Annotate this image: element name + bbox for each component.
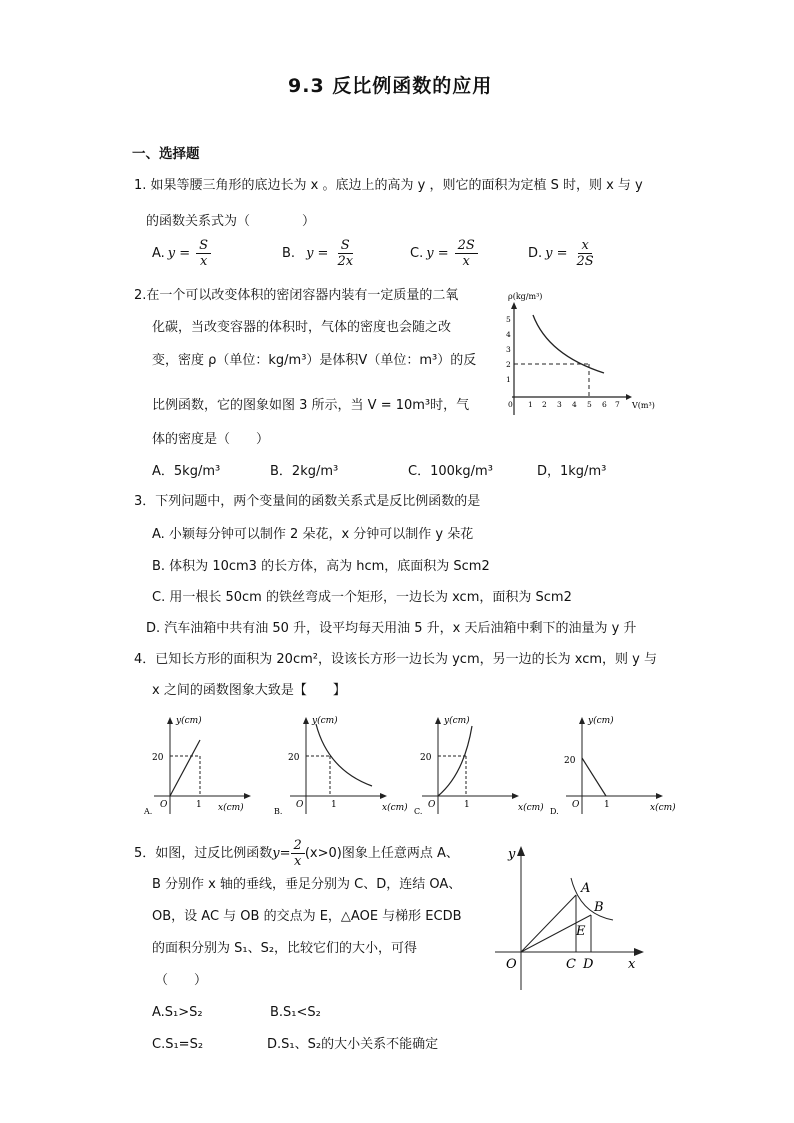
q5-line-5: （ ） — [155, 973, 208, 988]
svg-text:20: 20 — [420, 753, 432, 763]
svg-text:20: 20 — [288, 753, 300, 763]
q5-line-3: OB，设 AC 与 OB 的交点为 E，△AOE 与梯形 ECDB — [152, 909, 462, 924]
svg-text:2: 2 — [542, 400, 547, 409]
q1-stem-line1: 1. 如果等腰三角形的底边长为 x 。底边上的高为 y ，则它的面积为定植 S 时，则 x 与 y — [134, 178, 643, 193]
q2-density-graph — [500, 285, 680, 415]
svg-text:1: 1 — [506, 375, 511, 384]
svg-text:4: 4 — [572, 400, 577, 409]
q2-option-c[interactable]: C．100kg/m³ — [408, 464, 493, 479]
svg-text:C.: C. — [414, 807, 423, 816]
svg-text:2: 2 — [506, 360, 511, 369]
q1-option-a[interactable] — [152, 238, 211, 269]
section-heading: 一、选择题 — [132, 146, 200, 162]
svg-text:1: 1 — [464, 800, 470, 810]
q4-graph-b — [274, 715, 408, 816]
q2-line-4: 比例函数，它的图象如图 3 所示，当 V = 10m³时，气 — [152, 398, 470, 413]
svg-text:O: O — [296, 800, 304, 810]
svg-text:1: 1 — [331, 800, 337, 810]
option-label: D. — [528, 246, 543, 261]
svg-text:x: x — [628, 957, 636, 972]
svg-text:20: 20 — [152, 753, 164, 763]
svg-text:5: 5 — [587, 400, 592, 409]
svg-text:O: O — [572, 800, 580, 810]
option-lhs: y = — [306, 246, 329, 261]
svg-text:1: 1 — [604, 800, 610, 810]
q4-stem-line2: x 之间的函数图象大致是【 】 — [152, 683, 346, 698]
x-axis-label: V(m³) — [632, 401, 655, 410]
svg-text:B: B — [594, 900, 604, 915]
fraction: $\frac{S}{2x}$ — [337, 238, 354, 269]
q3-option-c[interactable]: C. 用一根长 50cm 的铁丝弯成一个矩形，一边长为 xcm，面积为 Scm2 — [152, 590, 572, 605]
svg-text:x(cm): x(cm) — [518, 803, 544, 813]
q5-line-4: 的面积分别为 S₁、S₂，比较它们的大小，可得 — [152, 941, 418, 956]
svg-text:E: E — [576, 924, 586, 939]
svg-text:6: 6 — [602, 400, 607, 409]
page-title: 9.3 反比例函数的应用 — [288, 75, 493, 97]
fraction: $\frac{2S}{x}$ — [455, 238, 478, 269]
svg-text:4: 4 — [506, 330, 511, 339]
q1-stem-line2: 的函数关系式为（ ） — [146, 214, 316, 229]
svg-text:y: y — [508, 847, 516, 862]
q2-line-3: 变，密度 ρ（单位：kg/m³）是体积V（单位：m³）的反 — [152, 353, 477, 368]
svg-text:1: 1 — [196, 800, 202, 810]
svg-text:20: 20 — [564, 756, 576, 766]
svg-text:y(cm): y(cm) — [444, 716, 470, 726]
svg-text:A.: A. — [144, 807, 153, 816]
svg-text:D: D — [583, 957, 594, 972]
option-label: C. — [410, 246, 424, 261]
option-lhs: y = — [545, 246, 568, 261]
q5-stem-line1: 5．如图，过反比例函数 y= $\frac{2}{x}$ (x>0)图象上任意两点 A、 — [134, 838, 459, 869]
svg-text:D.: D. — [550, 807, 559, 816]
q4-graph-a — [143, 715, 251, 816]
svg-text:1: 1 — [528, 400, 533, 409]
svg-text:C: C — [566, 957, 576, 972]
svg-text:x(cm): x(cm) — [650, 803, 676, 813]
fraction: $\frac{x}{2S}$ — [576, 238, 594, 269]
svg-text:A: A — [581, 881, 591, 896]
q5-geometry-figure — [480, 840, 660, 990]
svg-text:O: O — [428, 800, 436, 810]
q3-option-a[interactable]: A. 小颖每分钟可以制作 2 朵花，x 分钟可以制作 y 朵花 — [152, 527, 474, 542]
q5-option-b[interactable]: B.S₁<S₂ — [270, 1005, 321, 1020]
svg-text:y(cm): y(cm) — [176, 716, 202, 726]
q5-line-2: B 分别作 x 轴的垂线，垂足分别为 C、D，连结 OA、 — [152, 877, 462, 892]
svg-text:O: O — [160, 800, 168, 810]
q3-option-b[interactable]: B. 体积为 10cm3 的长方体，高为 hcm，底面积为 Scm2 — [152, 559, 490, 574]
q2-line-5: 体的密度是（ ） — [152, 432, 270, 447]
q4-graph-d — [550, 715, 676, 816]
q3-option-d[interactable]: D. 汽车油箱中共有油 50 升，设平均每天用油 5 升，x 天后油箱中剩下的油量为 y 升 — [146, 621, 637, 636]
option-label: A. — [152, 246, 165, 261]
q1-option-d[interactable] — [528, 238, 597, 269]
q2-option-b[interactable]: B．2kg/m³ — [270, 464, 339, 479]
option-lhs: y = — [426, 246, 449, 261]
fraction: $\frac{S}{x}$ — [196, 238, 211, 269]
q2-option-a[interactable]: A．5kg/m³ — [152, 464, 221, 479]
q2-line-1: 2.在一个可以改变体积的密闭容器内装有一定质量的二氧 — [134, 288, 459, 303]
svg-text:0: 0 — [508, 400, 513, 409]
svg-text:O: O — [506, 957, 517, 972]
svg-text:B.: B. — [274, 807, 283, 816]
q1-option-c[interactable] — [410, 238, 478, 269]
q5-option-d[interactable]: D.S₁、S₂的大小关系不能确定 — [267, 1037, 439, 1052]
y-axis-label: ρ(kg/m³) — [508, 292, 543, 301]
svg-text:3: 3 — [557, 400, 562, 409]
fraction: $\frac{2}{x}$ — [291, 838, 305, 869]
q5-option-a[interactable]: A.S₁>S₂ — [152, 1005, 203, 1020]
q3-stem: 3．下列问题中，两个变量间的函数关系式是反比例函数的是 — [134, 494, 481, 509]
q4-stem-line1: 4．已知长方形的面积为 20cm²，设该长方形一边长为 ycm，另一边的长为 xcm，则 y 与 — [134, 652, 657, 667]
svg-text:3: 3 — [506, 345, 511, 354]
option-lhs: y = — [167, 246, 191, 261]
svg-text:7: 7 — [615, 400, 620, 409]
q2-line-2: 化碳，当改变容器的体积时，气体的密度也会随之改 — [152, 320, 452, 335]
q2-option-d[interactable]: D，1kg/m³ — [537, 464, 607, 479]
svg-text:5: 5 — [506, 315, 511, 324]
q5-option-c[interactable]: C.S₁=S₂ — [152, 1037, 204, 1052]
svg-text:y(cm): y(cm) — [312, 716, 338, 726]
option-label: B. — [282, 246, 296, 261]
svg-text:y(cm): y(cm) — [588, 716, 614, 726]
q1-option-b[interactable] — [282, 238, 356, 269]
q4-graph-c — [414, 715, 544, 816]
q4-graphs — [140, 710, 680, 820]
svg-text:x(cm): x(cm) — [382, 803, 408, 813]
svg-text:x(cm): x(cm) — [218, 803, 244, 813]
